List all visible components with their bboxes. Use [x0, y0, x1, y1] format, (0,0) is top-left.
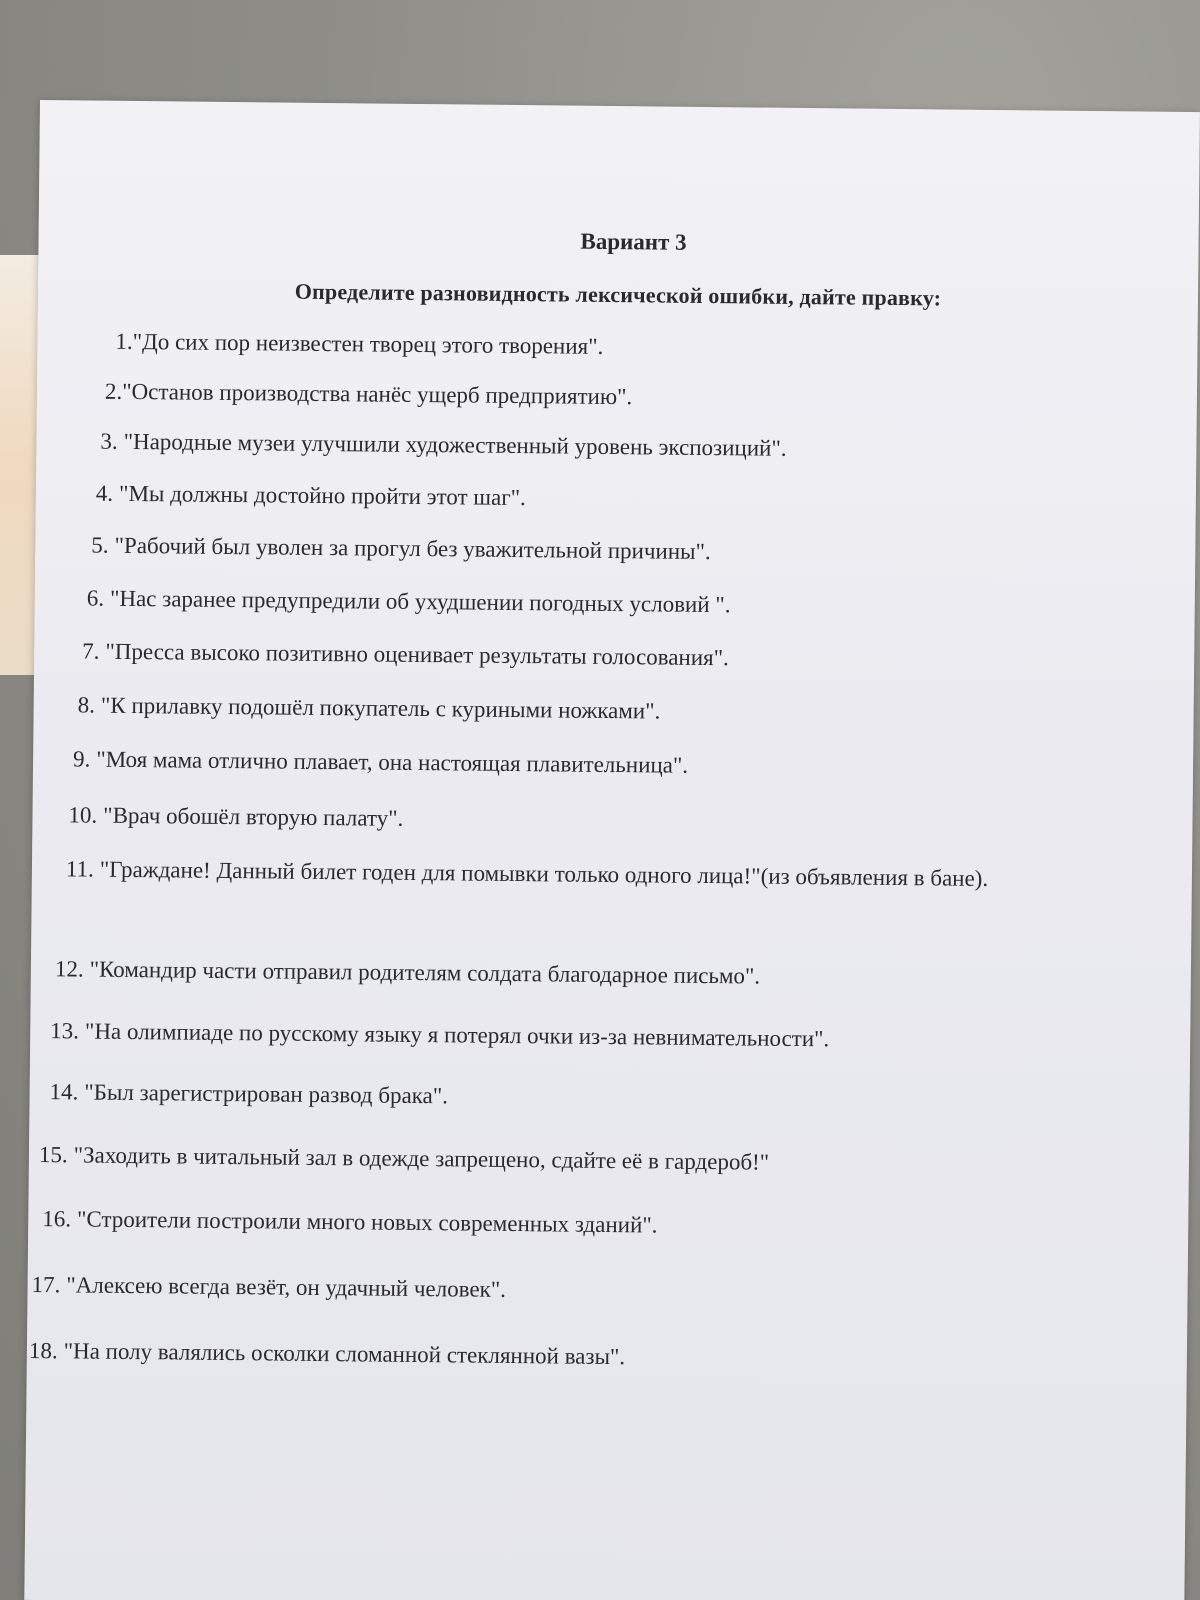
list-item	[115, 323, 603, 366]
item-number: 13.	[50, 1018, 80, 1044]
instruction-heading: Определите разновидность лексической ошибки, дайте правку:	[294, 278, 942, 311]
item-number: 11.	[65, 856, 94, 882]
item-number: 18.	[28, 1337, 58, 1364]
item-text: "Пресса высоко позитивно оценивает результаты голосования".	[105, 638, 729, 671]
item-number: 15.	[38, 1142, 68, 1168]
item-text: "На полу валялись осколки сломанной стеклянной вазы".	[63, 1338, 626, 1370]
item-text: "Был зарегистрирован развод брака".	[84, 1079, 449, 1109]
item-number: 3.	[100, 428, 118, 454]
item-number: 9.	[72, 746, 91, 772]
item-text: "Строители построили много новых современных зданий".	[76, 1206, 658, 1238]
list-item	[55, 950, 761, 995]
item-number: 10.	[68, 802, 98, 828]
item-number: 6.	[86, 585, 105, 611]
title-text: Вариант 3	[580, 228, 687, 255]
list-item	[50, 1012, 829, 1058]
list-item	[91, 527, 711, 571]
item-number: 4.	[95, 480, 114, 506]
item-number: 12.	[54, 956, 84, 982]
item-text: "Врач обошёл вторую палату".	[103, 802, 404, 831]
item-number: 1.	[115, 328, 133, 354]
list-item	[105, 373, 633, 417]
item-number: 7.	[82, 638, 100, 664]
item-text: "Мы должны достойно пройти этот шаг".	[119, 480, 527, 511]
item-text: "Моя мама отлично плавает, она настоящая плавительница".	[96, 746, 689, 778]
item-text: "До сих пор неизвестен творец этого творения".	[132, 328, 604, 359]
item-number: 2.	[104, 378, 123, 404]
item-text: "К прилавку подошёл покупатель с куриными ножками".	[100, 692, 661, 724]
list-item	[31, 1266, 506, 1309]
item-text: "Алексею всегда везёт, он удачный человек".	[66, 1272, 507, 1302]
item-number: 17.	[31, 1271, 61, 1298]
item-text: "Рабочий был уволен за прогул без уважительной причины".	[114, 532, 711, 565]
list-item	[29, 1332, 626, 1376]
item-text: "Останов производства нанёс ущерб предприятию".	[122, 378, 633, 410]
item-number: 8.	[77, 692, 96, 718]
list-item	[39, 1136, 770, 1182]
exercise-list	[25, 100, 1200, 1512]
item-text: "Нас заранее предупредили об ухудшении погодных условий ".	[109, 585, 731, 618]
item-text: "Командир части отправил родителям солдата благодарное письмо".	[89, 956, 761, 989]
list-item	[77, 686, 660, 730]
list-item	[42, 1200, 658, 1244]
list-item	[68, 796, 403, 838]
list-item	[100, 423, 787, 468]
list-item	[49, 1073, 448, 1115]
item-text: "Граждане! Данный билет годен для помывки только одного лица!"(из объявления в бане).	[99, 856, 989, 891]
paper-sheet	[24, 100, 1200, 1600]
item-text: "Заходить в читальный зал в одежде запрещено, сдайте её в гардероб!"	[73, 1142, 770, 1175]
list-item	[96, 475, 526, 518]
list-item	[66, 850, 1096, 899]
item-number: 14.	[49, 1079, 79, 1105]
item-number: 16.	[42, 1206, 72, 1232]
list-item	[73, 740, 688, 784]
list-item	[82, 632, 729, 677]
item-text: "На олимпиаде по русскому языку я потерял очки из-за невнимательности".	[84, 1018, 830, 1052]
list-item	[87, 580, 731, 625]
item-text: "Народные музеи улучшили художественный уровень экспозиций".	[123, 428, 787, 461]
item-number: 5.	[91, 532, 109, 558]
